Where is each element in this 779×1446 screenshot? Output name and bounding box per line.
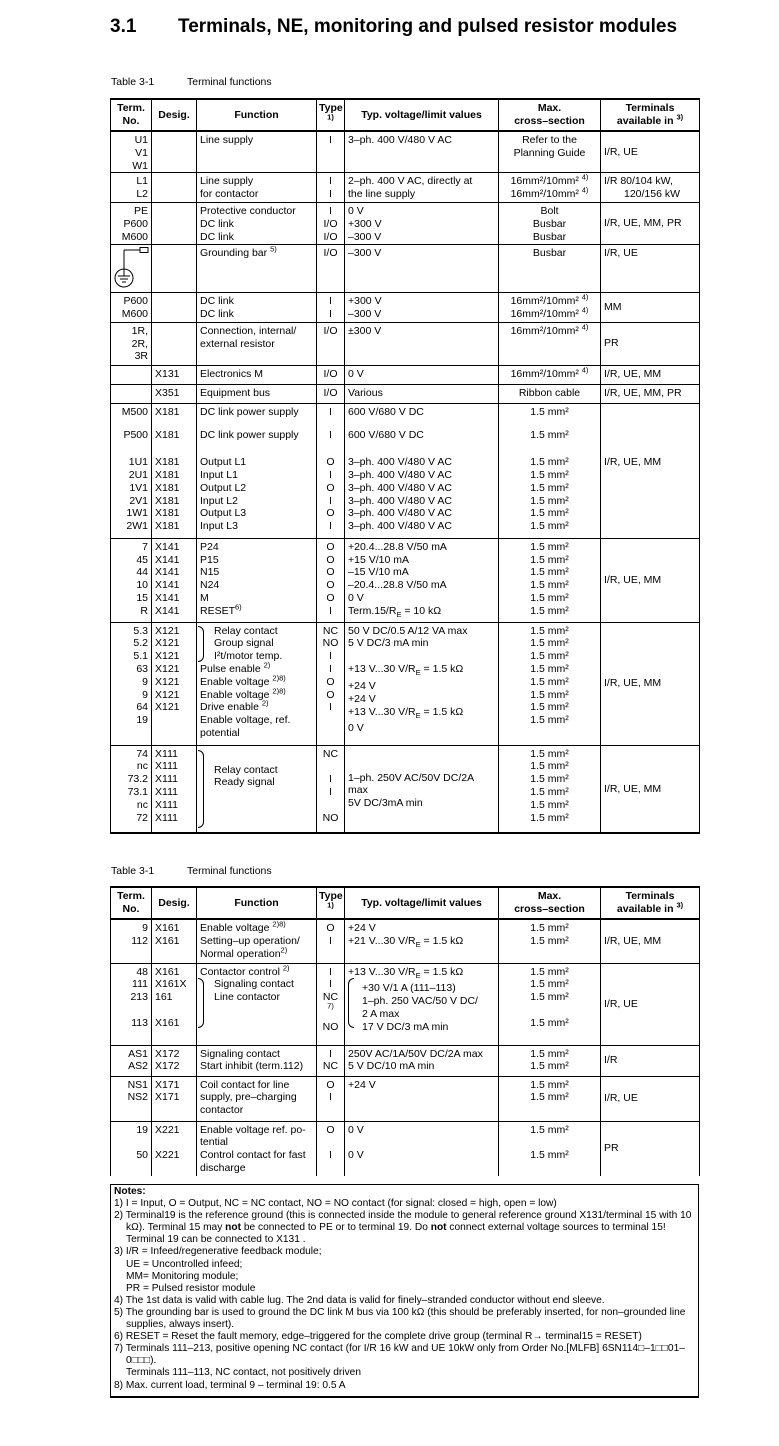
type: I/O (317, 322, 345, 365)
cross-section: 1.5 mm² 1.5 mm² 1.5 mm² 1.5 mm² 1.5 mm² 1.5 mm² 1.5 mm² 1.5 mm² (499, 622, 601, 745)
header-function: Function (197, 887, 317, 919)
table-row (111, 322, 700, 365)
voltage: 50 V DC/0.5 A/12 VA max 5 V DC/3 mA min +13 V...30 $V/R_E = 1.5$ kΩ +24 V +24 V +13 V...30 $V/R_E = 1.5$ kΩ 0 V (345, 622, 499, 745)
note-3: 3) I/R = Infeed/regenerative feedback module; (114, 1246, 322, 1258)
cross-section: 1.5 mm² 1.5 mm² 1.5 mm² 1.5 mm² 1.5 mm² 1.5 mm² (499, 538, 601, 622)
desig: X121 X121 X121 X121 X121 X121 X121 (152, 622, 197, 745)
note-3-pr: PR = Pulsed resistor module (126, 1282, 256, 1294)
available-in: PR (601, 1121, 700, 1176)
table-row (111, 1045, 700, 1076)
table-caption (111, 865, 272, 877)
note-1: 1) I = Input, O = Output, NC = NC contact, NO = NO contact (for signal: closed = high, open = low) (114, 1198, 557, 1210)
cross-section: 1.5 mm² 1.5 mm² (499, 919, 601, 963)
voltage: 600 V/680 V DC (345, 429, 499, 454)
function: Line supply (197, 131, 317, 173)
term-no: 74 nc 73.2 73.1 nc 72 (111, 745, 152, 833)
function: Signaling contact Start inhibit (term.112) (197, 1045, 317, 1076)
desig: X221 X221 (152, 1121, 197, 1176)
cross-section: 16mm²/10mm² $^{4)}$ 16mm²/10mm² $^{4)}$ (499, 173, 601, 203)
cross-section: 1.5 mm² 1.5 mm² 1.5 mm² 1.5 mm² 1.5 mm² 1.5 mm² (499, 745, 601, 833)
header-type: Type $^{1)}$ (317, 99, 345, 131)
note-7-sub: Terminals 111–113, NC contact, not positively driven (126, 1367, 361, 1379)
desig: X131 (152, 365, 197, 384)
function: Enable voltage $^{2)8)}$ Setting–up operation/ Normal operation$^{2)}$ (197, 919, 317, 963)
desig: X161 X161X 161 X161 (152, 963, 197, 1045)
voltage: 600 V/680 V DC (345, 403, 499, 429)
table-row (111, 963, 700, 1045)
term-no: P500 (111, 429, 152, 454)
section-title: Terminals, NE, monitoring and pulsed resistor modules (178, 16, 678, 37)
function: Relay contact Ready signal (197, 745, 317, 833)
term-no (111, 244, 152, 292)
type: NC NO I I O O I (317, 622, 345, 745)
note-4: 4) The 1st data is valid with cable lug. The 2nd data is valid for finely–stranded conductor without end sleeve. (114, 1294, 605, 1306)
function: Output L1 Input L1 Output L2 Input L2 Output L3 Input L3 (197, 454, 317, 538)
available-in: MM (601, 292, 700, 322)
cross-section: Refer to the Planning Guide (499, 131, 601, 173)
term-no: 9 112 (111, 919, 152, 963)
notes-title: Notes: (114, 1186, 146, 1197)
voltage: 250V AC/1A/50V DC/2A max 5 V DC/10 mA min (345, 1045, 499, 1076)
type: I (317, 131, 345, 173)
type: I I NC $^{7)}$ NO (317, 963, 345, 1045)
header-voltage: Typ. voltage/limit values (345, 99, 499, 131)
cross-section: 16mm²/10mm² $^{4)}$ (499, 365, 601, 384)
table-row (111, 365, 700, 384)
voltage: 3–ph. 400 V/480 V AC (345, 131, 499, 173)
type: NC I I NO (317, 745, 345, 833)
term-no: M500 (111, 403, 152, 429)
header-available-in: Terminals available in $^{3)}$ (601, 99, 700, 131)
cross-section: 1.5 mm² 1.5 mm² 1.5 mm² 1.5 mm² (499, 963, 601, 1045)
table-row (111, 1121, 700, 1176)
available-in: I/R, UE, MM (601, 365, 700, 384)
type: O O O O O I (317, 538, 345, 622)
term-no (111, 384, 152, 403)
desig: X111 X111 X111 X111 X111 X111 (152, 745, 197, 833)
type: O I (317, 1076, 345, 1121)
note-7: 7) Terminals 111–213, positive opening NC contact (for I/R 16 kW and UE 10kW only from Order No.[MLFB] 6SN114□–1□□01–0□□□). (114, 1343, 685, 1367)
function: P24 P15 N15 N24 M RESET$^{6)}$ (197, 538, 317, 622)
voltage: 2–ph. 400 V AC, directly at the line supply (345, 173, 499, 203)
note-6: 6) RESET = Reset the fault memory, edge–triggered for the complete drive group (terminal R→ terminal15 = RESET) (114, 1331, 642, 1343)
table-row (111, 454, 700, 538)
brace-bracket (198, 750, 204, 828)
available-in: PR (601, 322, 700, 365)
desig (152, 292, 197, 322)
section-heading (110, 16, 677, 38)
function: Enable voltage ref. po- tential Control contact for fast discharge (197, 1121, 317, 1176)
function: Protective conductor DC link DC link (197, 203, 317, 244)
notes-section (110, 1184, 699, 1398)
available-in: I/R, UE, MM (601, 745, 700, 833)
table-header-row (111, 99, 700, 131)
type: I I (317, 292, 345, 322)
table-row (111, 429, 700, 454)
table-row (111, 919, 700, 963)
available-in: I/R, UE (601, 1076, 700, 1121)
desig (152, 322, 197, 365)
type: I/O (317, 365, 345, 384)
term-no: 1U1 2U1 1V1 2V1 1W1 2W1 (111, 454, 152, 538)
cross-section: 16mm²/10mm² $^{4)}$ (499, 322, 601, 365)
table-caption (111, 76, 272, 88)
header-term-no: Term. No. (111, 99, 152, 131)
cross-section: 1.5 mm² 1.5 mm² (499, 1121, 601, 1176)
table-caption-text: Terminal functions (187, 76, 272, 88)
note-3-mm: MM= Monitoring module; (126, 1270, 239, 1282)
term-no: P600 M600 (111, 292, 152, 322)
voltage: 0 V 0 V (345, 1121, 499, 1176)
desig (152, 131, 197, 173)
term-no: NS1 NS2 (111, 1076, 152, 1121)
cross-section: Busbar (499, 244, 601, 292)
available-in: I/R, UE, MM (601, 622, 700, 745)
note-3-ue: UE = Uncontrolled infeed; (126, 1258, 243, 1270)
voltage: 0 V +300 V –300 V (345, 203, 499, 244)
available-in: I/R, UE (601, 131, 700, 173)
desig: X172 X172 (152, 1045, 197, 1076)
term-no (111, 365, 152, 384)
desig (152, 203, 197, 244)
term-no: 1R, 2R, 3R (111, 322, 152, 365)
available-in: I/R, UE, MM (601, 454, 700, 538)
available-in: I/R, UE, MM (601, 538, 700, 622)
function: Coil contact for line supply, pre–charging contactor (197, 1076, 317, 1121)
term-no: AS1 AS2 (111, 1045, 152, 1076)
table-row (111, 384, 700, 403)
voltage: +24 V (345, 1076, 499, 1121)
brace-bracket (198, 978, 204, 1028)
term-no: PE P600 M600 (111, 203, 152, 244)
cross-section: 1.5 mm² (499, 429, 601, 454)
table-row (111, 244, 700, 292)
voltage: ±300 V (345, 322, 499, 365)
voltage: 0 V (345, 365, 499, 384)
voltage: +20.4...28.8 V/50 mA +15 V/10 mA –15 V/10 mA –20.4...28.8 V/50 mA 0 V $Term.15/R_E = 10$ kΩ (345, 538, 499, 622)
brace-bracket (198, 626, 204, 662)
function: Connection, internal/ external resistor (197, 322, 317, 365)
header-voltage: Typ. voltage/limit values (345, 887, 499, 919)
type: I NC (317, 1045, 345, 1076)
function: Contactor control $^{2)}$ Signaling contact Line contactor (197, 963, 317, 1045)
cross-section: 16mm²/10mm² $^{4)}$ 16mm²/10mm² $^{4)}$ (499, 292, 601, 322)
function: Line supply for contactor (197, 173, 317, 203)
type: I (317, 403, 345, 429)
table-row (111, 203, 700, 244)
ground-symbol-icon (114, 247, 150, 291)
desig: X141 X141 X141 X141 X141 X141 (152, 538, 197, 622)
available-in: I/R, UE, MM, PR (601, 384, 700, 403)
table-row (111, 745, 700, 833)
note-8: 8) Max. current load, terminal 9 – terminal 19: 0.5 A (114, 1379, 346, 1391)
table-caption-label: Table 3-1 (111, 76, 155, 88)
function: Electronics M (197, 365, 317, 384)
function: DC link DC link (197, 292, 317, 322)
available-in: I/R, UE, MM (601, 919, 700, 963)
voltage: 3–ph. 400 V/480 V AC 3–ph. 400 V/480 V AC 3–ph. 400 V/480 V AC 3–ph. 400 V/480 V AC 3–ph. 400 V/480 V AC 3–ph. 400 V/480 V AC (345, 454, 499, 538)
type: I I/O I/O (317, 203, 345, 244)
term-no: 48 111 213 113 (111, 963, 152, 1045)
note-5: 5) The grounding bar is used to ground the DC link M bus via 100 kΩ (this should be preferably inserted, for non–grounded line supplies, always insert). (114, 1306, 686, 1331)
type: O I (317, 1121, 345, 1176)
desig (152, 244, 197, 292)
cross-section: Bolt Busbar Busbar (499, 203, 601, 244)
header-desig: Desig. (152, 887, 197, 919)
available-in (601, 429, 700, 454)
section-number: 3.1 (110, 16, 137, 37)
header-available-in: Terminals available in $^{3)}$ (601, 887, 700, 919)
voltage: +13 V...30 $V/R_E = 1.5$ kΩ +30 V/1 A (111–113) 1–ph. 250 VAC/50 V DC/ 2 A max 17 V DC/3 mA min (345, 963, 499, 1045)
type: I/O (317, 384, 345, 403)
cross-section: 1.5 mm² (499, 403, 601, 429)
table-row (111, 1076, 700, 1121)
term-no: L1 L2 (111, 173, 152, 203)
term-no: 7 45 44 10 15 R (111, 538, 152, 622)
header-function: Function (197, 99, 317, 131)
header-type: Type $^{1)}$ (317, 887, 345, 919)
voltage: Various (345, 384, 499, 403)
desig: X181 X181 X181 X181 X181 X181 (152, 454, 197, 538)
cross-section: Ribbon cable (499, 384, 601, 403)
function: Equipment bus (197, 384, 317, 403)
desig (152, 173, 197, 203)
header-term-no: Term. No. (111, 887, 152, 919)
type: I/O (317, 244, 345, 292)
cross-section: 1.5 mm² 1.5 mm² (499, 1076, 601, 1121)
type: I I (317, 173, 345, 203)
term-no: 5.3 5.2 5.1 63 9 9 64 19 (111, 622, 152, 745)
desig: X161 X161 (152, 919, 197, 963)
desig: X181 (152, 403, 197, 429)
table-row (111, 292, 700, 322)
type: O I O I O I (317, 454, 345, 538)
cross-section: 1.5 mm² 1.5 mm² (499, 1045, 601, 1076)
voltage: +24 V +21 V...30 $V/R_E = 1.5$ kΩ (345, 919, 499, 963)
header-cross-section: Max. cross–section (499, 99, 601, 131)
available-in: I/R, UE, MM, PR (601, 203, 700, 244)
function: DC link power supply (197, 403, 317, 429)
table-row (111, 173, 700, 203)
type: O I (317, 919, 345, 963)
table-caption-label: Table 3-1 (111, 865, 155, 877)
table-row (111, 538, 700, 622)
header-desig: Desig. (152, 99, 197, 131)
terminal-functions-table-2 (110, 886, 700, 1176)
header-cross-section: Max. cross–section (499, 887, 601, 919)
desig: X181 (152, 429, 197, 454)
desig: X171 X171 (152, 1076, 197, 1121)
function: Relay contact Group signal I²t/motor temp. Pulse enable $^{2)}$ Enable voltage $^{2)8)}$ Enable voltage $^{2)8)}$ Drive enable $^{2)}$ Enable voltage, ref. potential (197, 622, 317, 745)
voltage: 1–ph. 250V AC/50V DC/2A max 5V DC/3mA min (345, 745, 499, 833)
table-row (111, 403, 700, 429)
table-header-row (111, 887, 700, 919)
table-caption-text: Terminal functions (187, 865, 272, 877)
cross-section: 1.5 mm² 1.5 mm² 1.5 mm² 1.5 mm² 1.5 mm² 1.5 mm² (499, 454, 601, 538)
table-row (111, 622, 700, 745)
function: DC link power supply (197, 429, 317, 454)
brace-bracket (348, 978, 354, 1028)
voltage: –300 V (345, 244, 499, 292)
type: I (317, 429, 345, 454)
desig: X351 (152, 384, 197, 403)
term-no: 19 50 (111, 1121, 152, 1176)
voltage: +300 V –300 V (345, 292, 499, 322)
function: Grounding bar $^{5)}$ (197, 244, 317, 292)
available-in: I/R 80/104 kW, 120/156 kW (601, 173, 700, 203)
terminal-functions-table-1 (110, 98, 700, 834)
term-no: U1 V1 W1 (111, 131, 152, 173)
table-row (111, 131, 700, 173)
note-2: 2) Terminal19 is the reference ground (this is connected inside the module to general reference ground X131/terminal 15 with 10 kΩ). Terminal 15 may not be connected to PE or to terminal 19. Do not connect external voltage sources to terminal 15! Terminal 19 can be connected to X131 . (114, 1210, 692, 1246)
available-in (601, 403, 700, 429)
available-in: I/R (601, 1045, 700, 1076)
available-in: I/R, UE (601, 244, 700, 292)
available-in: I/R, UE (601, 963, 700, 1045)
